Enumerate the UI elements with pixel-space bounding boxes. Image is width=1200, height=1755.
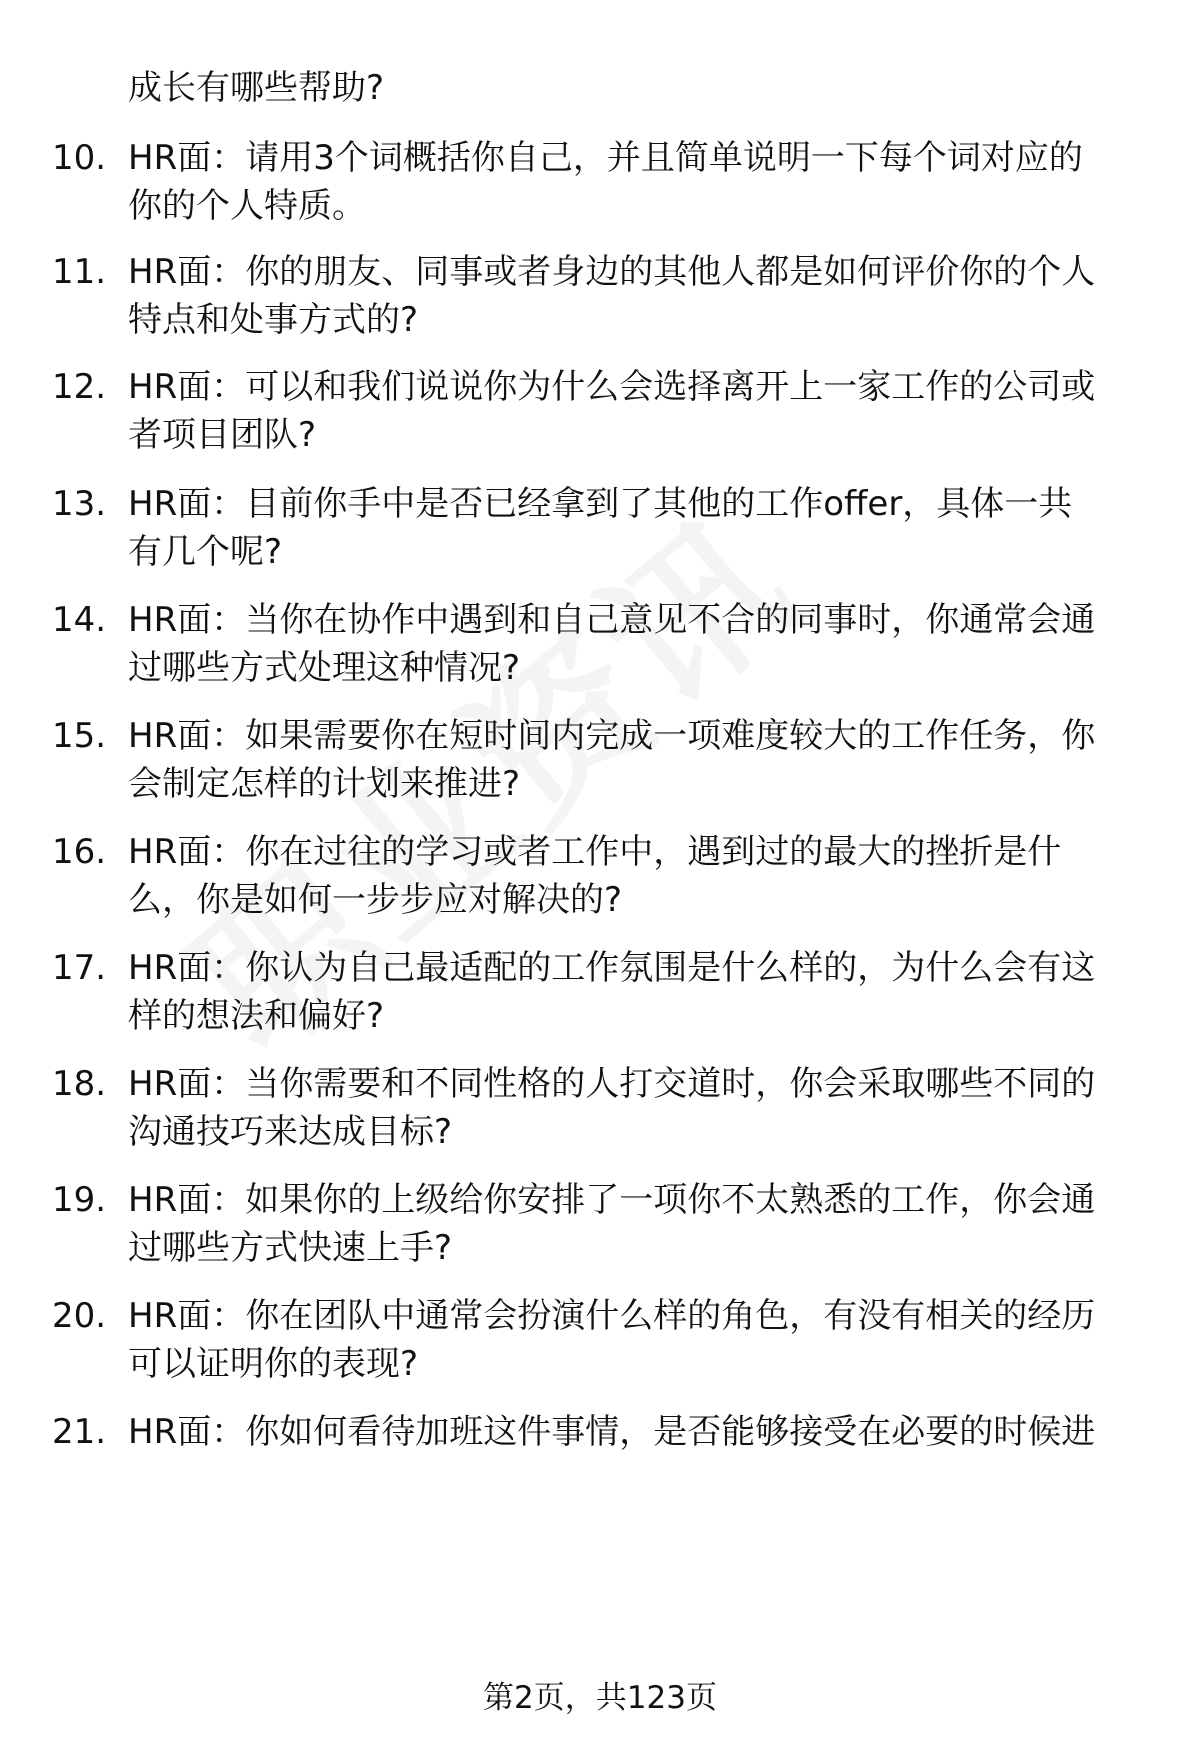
continued-question-text: 成长有哪些帮助?	[128, 68, 385, 108]
question-text-line: HR面：可以和我们说说你为什么会选择离开上一家工作的公司或	[128, 367, 1096, 407]
question-text-line: HR面：你的朋友、同事或者身边的其他人都是如何评价你的个人	[128, 252, 1096, 292]
page-footer: 第2页，共123页	[483, 1680, 717, 1716]
question-text-line: HR面：你认为自己最适配的工作氛围是什么样的，为什么会有这	[128, 948, 1096, 988]
question-text-line: 特点和处事方式的?	[128, 300, 419, 340]
question-text-line: HR面：目前你手中是否已经拿到了其他的工作offer，具体一共	[128, 484, 1073, 524]
question-text-line: 过哪些方式处理这种情况?	[128, 648, 521, 688]
question-text-line: HR面：你在团队中通常会扮演什么样的角色，有没有相关的经历	[128, 1296, 1096, 1336]
question-number: 13.	[52, 484, 107, 524]
question-text-line: 过哪些方式快速上手?	[128, 1228, 453, 1268]
question-number: 21.	[52, 1412, 107, 1452]
question-number: 12.	[52, 367, 107, 407]
question-text-line: HR面：你在过往的学习或者工作中，遇到过的最大的挫折是什	[128, 832, 1062, 872]
question-text-line: 者项目团队?	[128, 415, 317, 455]
question-number: 18.	[52, 1064, 107, 1104]
question-number: 15.	[52, 716, 107, 756]
question-number: 10.	[52, 138, 107, 178]
question-number: 20.	[52, 1296, 107, 1336]
question-text-line: HR面：如果你的上级给你安排了一项你不太熟悉的工作，你会通	[128, 1180, 1096, 1220]
question-text-line: 有几个呢?	[128, 532, 283, 572]
question-text-line: 你的个人特质。	[128, 186, 366, 226]
question-text-line: HR面：当你在协作中遇到和自己意见不合的同事时，你通常会通	[128, 600, 1096, 640]
question-text-line: HR面：请用3个词概括你自己，并且简单说明一下每个词对应的	[128, 138, 1083, 178]
question-text-line: 会制定怎样的计划来推进?	[128, 764, 521, 804]
question-number: 14.	[52, 600, 107, 640]
question-text-line: HR面：当你需要和不同性格的人打交道时，你会采取哪些不同的	[128, 1064, 1096, 1104]
question-number: 16.	[52, 832, 107, 872]
question-text-line: 样的想法和偏好?	[128, 996, 385, 1036]
question-number: 11.	[52, 252, 107, 292]
question-number: 17.	[52, 948, 107, 988]
question-text-line: 么，你是如何一步步应对解决的?	[128, 880, 623, 920]
question-number: 19.	[52, 1180, 107, 1220]
question-text-line: 可以证明你的表现?	[128, 1344, 419, 1384]
question-text-line: 沟通技巧来达成目标?	[128, 1112, 453, 1152]
question-text-line: HR面：如果需要你在短时间内完成一项难度较大的工作任务，你	[128, 716, 1096, 756]
question-text-line: HR面：你如何看待加班这件事情，是否能够接受在必要的时候进	[128, 1412, 1096, 1452]
